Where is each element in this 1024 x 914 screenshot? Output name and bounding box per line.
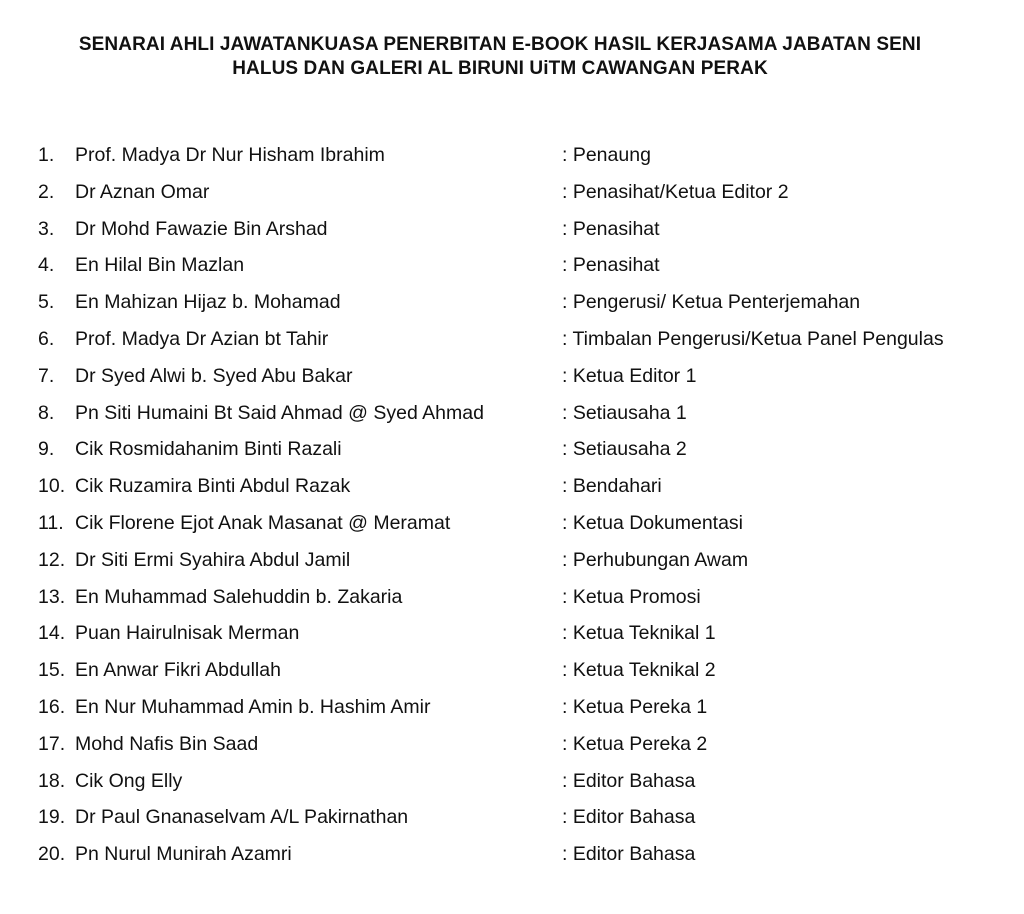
- list-item: [0, 729, 1024, 766]
- member-role: : Ketua Promosi: [562, 585, 701, 608]
- list-item-number: 8.: [38, 401, 55, 424]
- member-role: : Ketua Editor 1: [562, 364, 697, 387]
- list-item-number: 7.: [38, 364, 55, 387]
- member-name: Cik Ong Elly: [75, 769, 183, 792]
- member-name: Cik Rosmidahanim Binti Razali: [75, 438, 342, 461]
- member-name: Puan Hairulnisak Merman: [75, 622, 300, 645]
- title-line-2: HALUS DAN GALERI AL BIRUNI UiTM CAWANGAN PERAK: [232, 58, 768, 79]
- list-item: [0, 618, 1024, 655]
- member-name: En Nur Muhammad Amin b. Hashim Amir: [75, 695, 431, 718]
- member-name: En Hilal Bin Mazlan: [75, 254, 245, 277]
- list-item-number: 2.: [38, 180, 55, 203]
- list-item-number: 1.: [38, 144, 55, 166]
- list-item: [0, 655, 1024, 692]
- list-item-number: 13.: [38, 585, 66, 608]
- list-item-number: 10.: [38, 475, 66, 498]
- member-name: Prof. Madya Dr Azian bt Tahir: [75, 327, 329, 350]
- member-role: : Ketua Pereka 1: [562, 695, 708, 718]
- list-item: [0, 766, 1024, 803]
- member-role: : Ketua Teknikal 1: [562, 622, 716, 645]
- member-name: Dr Paul Gnanaselvam A/L Pakirnathan: [75, 806, 409, 829]
- list-item: [0, 582, 1024, 619]
- list-item: [0, 177, 1024, 214]
- list-item-number: 4.: [38, 254, 55, 277]
- title-line-1: SENARAI AHLI JAWATANKUASA PENERBITAN E-BOOK HASIL KERJASAMA JABATAN SENI: [78, 34, 922, 55]
- member-role: : Penasihat: [562, 217, 660, 240]
- member-name: Mohd Nafis Bin Saad: [75, 732, 259, 755]
- list-item: [0, 471, 1024, 508]
- member-name: Prof. Madya Dr Nur Hisham Ibrahim: [75, 144, 385, 166]
- member-name: Dr Aznan Omar: [75, 180, 210, 203]
- list-item: [0, 214, 1024, 251]
- member-role: : Timbalan Pengerusi/Ketua Panel Pengulas: [562, 327, 944, 350]
- member-role: : Bendahari: [562, 475, 662, 498]
- member-role: : Setiausaha 2: [562, 438, 687, 461]
- list-item-number: 17.: [38, 732, 66, 755]
- list-item: [0, 140, 1024, 177]
- list-item-number: 6.: [38, 327, 55, 350]
- list-item-number: 18.: [38, 769, 66, 792]
- list-item: [0, 434, 1024, 471]
- list-item: [0, 839, 1024, 876]
- member-role: : Editor Bahasa: [562, 843, 696, 866]
- member-role: : Penasihat/Ketua Editor 2: [562, 180, 789, 203]
- member-role: : Ketua Pereka 2: [562, 732, 708, 755]
- member-name: En Anwar Fikri Abdullah: [75, 659, 281, 682]
- list-item: [0, 324, 1024, 361]
- list-item-number: 20.: [38, 843, 66, 866]
- list-item-number: 9.: [38, 438, 55, 461]
- member-name: Dr Syed Alwi b. Syed Abu Bakar: [75, 364, 353, 387]
- member-role: : Editor Bahasa: [562, 769, 696, 792]
- member-name: Dr Mohd Fawazie Bin Arshad: [75, 217, 328, 240]
- list-item: [0, 545, 1024, 582]
- member-role: : Penaung: [562, 144, 651, 166]
- member-role: : Setiausaha 1: [562, 401, 687, 424]
- list-item-number: 14.: [38, 622, 66, 645]
- list-item: [0, 398, 1024, 435]
- member-role: : Penasihat: [562, 254, 660, 277]
- page-title: [0, 33, 1000, 81]
- member-role: : Ketua Dokumentasi: [562, 511, 744, 534]
- list-item: [0, 361, 1024, 398]
- list-item-number: 11.: [38, 511, 64, 534]
- list-item: [0, 692, 1024, 729]
- member-name: Pn Siti Humaini Bt Said Ahmad @ Syed Ahmad: [75, 401, 484, 424]
- list-item: [0, 287, 1024, 324]
- member-role: : Editor Bahasa: [562, 806, 696, 829]
- member-name: Cik Florene Ejot Anak Masanat @ Meramat: [75, 511, 451, 534]
- list-item-number: 12.: [38, 548, 66, 571]
- list-item-number: 15.: [38, 659, 66, 682]
- member-name: Cik Ruzamira Binti Abdul Razak: [75, 475, 351, 498]
- list-item-number: 16.: [38, 695, 66, 718]
- committee-member-list: [0, 140, 1024, 876]
- member-name: Dr Siti Ermi Syahira Abdul Jamil: [75, 548, 351, 571]
- member-name: En Muhammad Salehuddin b. Zakaria: [75, 585, 403, 608]
- member-name: Pn Nurul Munirah Azamri: [75, 843, 292, 866]
- list-item-number: 19.: [38, 806, 66, 829]
- list-item-number: 5.: [38, 291, 55, 314]
- list-item: [0, 508, 1024, 545]
- list-item: [0, 250, 1024, 287]
- member-role: : Pengerusi/ Ketua Penterjemahan: [562, 291, 861, 314]
- member-role: : Perhubungan Awam: [562, 548, 749, 571]
- member-name: En Mahizan Hijaz b. Mohamad: [75, 291, 341, 314]
- list-item: [0, 802, 1024, 839]
- list-item-number: 3.: [38, 217, 55, 240]
- member-role: : Ketua Teknikal 2: [562, 659, 716, 682]
